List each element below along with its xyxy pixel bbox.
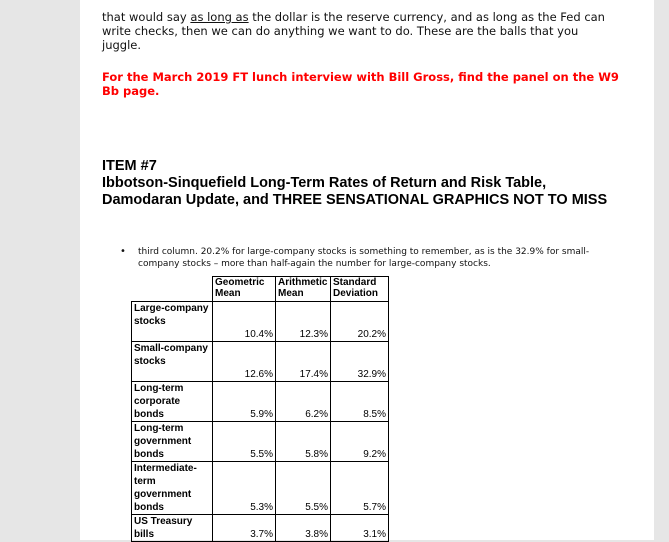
table-row	[132, 342, 389, 382]
standard-deviation-cell: 32.9%	[331, 342, 389, 382]
standard-deviation-cell: 8.5%	[331, 382, 389, 422]
standard-deviation-cell: 3.1%	[331, 515, 389, 542]
header-standard-deviation: Standard Deviation	[331, 277, 389, 302]
standard-deviation-cell: 20.2%	[331, 302, 389, 342]
document-page	[80, 0, 654, 540]
header-geometric-mean: Geometric Mean	[213, 277, 276, 302]
arithmetic-mean-cell: 5.5%	[276, 462, 331, 515]
arithmetic-mean-cell: 6.2%	[276, 382, 331, 422]
arithmetic-mean-cell: 5.8%	[276, 422, 331, 462]
item-heading	[102, 158, 622, 209]
standard-deviation-cell: 9.2%	[331, 422, 389, 462]
row-label: Intermediate-term government bonds	[132, 462, 213, 515]
table-row	[132, 462, 389, 515]
header-blank-cell	[132, 277, 213, 302]
table-row	[132, 422, 389, 462]
item-title: Ibbotson-Sinquefield Long-Term Rates of Return and Risk Table, Damodaran Update, and THREE SENSATIONAL GRAPHICS NOT TO MISS	[102, 175, 608, 208]
geometric-mean-cell: 10.4%	[213, 302, 276, 342]
row-label: Small-company stocks	[132, 342, 213, 382]
bullet-icon: •	[120, 246, 126, 257]
row-label: Large-company stocks	[132, 302, 213, 342]
arithmetic-mean-cell: 17.4%	[276, 342, 331, 382]
header-arithmetic-mean: Arithmetic Mean	[276, 277, 331, 302]
geometric-mean-cell: 5.5%	[213, 422, 276, 462]
red-note: For the March 2019 FT lunch interview with Bill Gross, find the panel on the W9 Bb page.	[102, 70, 619, 98]
arithmetic-mean-cell: 12.3%	[276, 302, 331, 342]
geometric-mean-cell: 12.6%	[213, 342, 276, 382]
returns-table	[131, 276, 389, 542]
geometric-mean-cell: 3.7%	[213, 515, 276, 542]
paragraph-text-start: that would say	[102, 10, 191, 24]
row-label: US Treasury bills	[132, 515, 213, 542]
item-number: ITEM #7	[102, 158, 157, 174]
table-row	[132, 382, 389, 422]
row-label: Long-term government bonds	[132, 422, 213, 462]
row-label: Long-term corporate bonds	[132, 382, 213, 422]
table-row	[132, 515, 389, 542]
body-paragraph	[102, 10, 612, 52]
arithmetic-mean-cell: 3.8%	[276, 515, 331, 542]
geometric-mean-cell: 5.3%	[213, 462, 276, 515]
standard-deviation-cell: 5.7%	[331, 462, 389, 515]
table-row	[132, 302, 389, 342]
geometric-mean-cell: 5.9%	[213, 382, 276, 422]
paragraph-text-end: the dollar is the reserve currency, and as long as the Fed can write checks, then we can do anything we want to do. These are the balls that you juggle.	[102, 10, 605, 52]
bullet-text: third column. 20.2% for large-company stocks is something to remember, as is the 32.9% for small-company stocks – more than half-again the number for large-company stocks.	[138, 247, 590, 269]
table-header-row	[132, 277, 389, 302]
underlined-phrase: as long as	[190, 10, 249, 24]
